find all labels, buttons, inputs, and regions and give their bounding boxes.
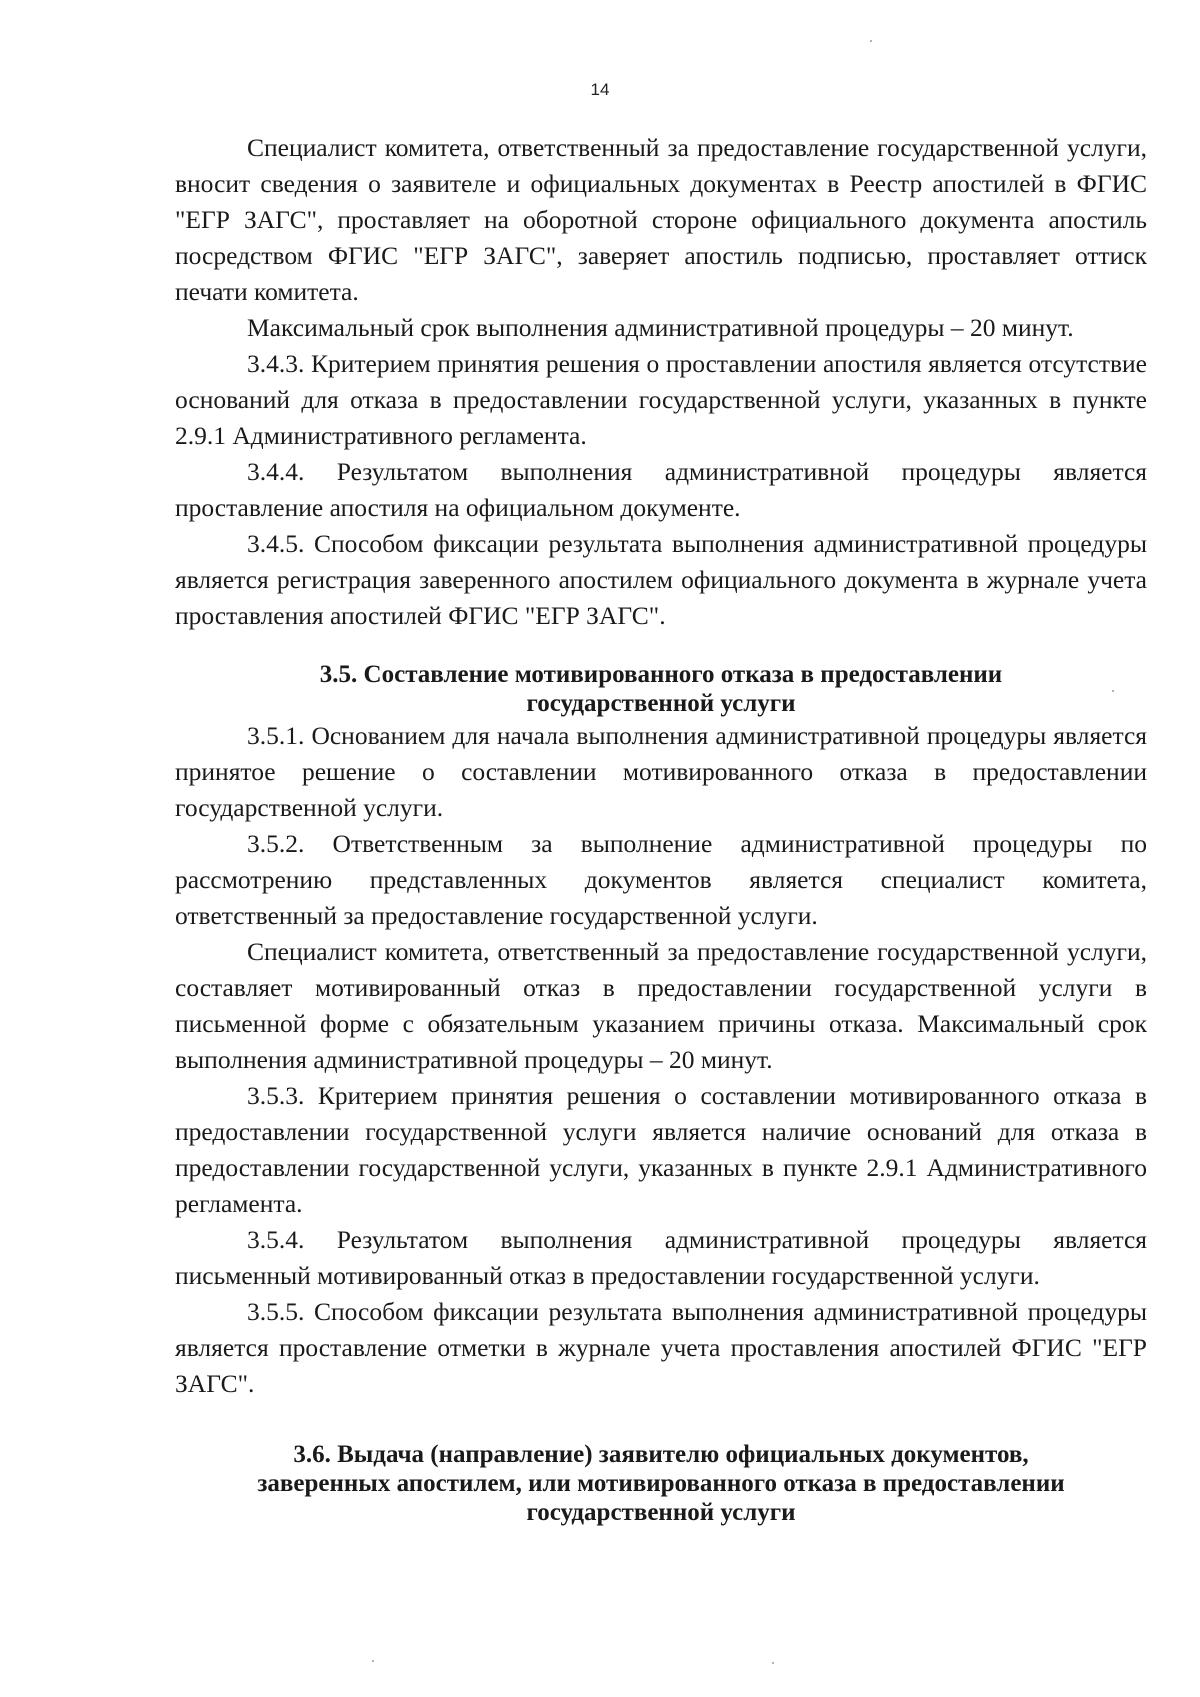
paragraph-3-5-1: 3.5.1. Основанием для начала выполнения административной процедуры является принятое решение о составлении мотивированного отказа в предоставлении государственной услуги.	[175, 721, 1147, 822]
section-heading-3-5-line-2: государственной услуги	[526, 690, 796, 717]
paragraph-3-5-3: 3.5.3. Критерием принятия решения о составлении мотивированного отказа в предоставлении государственной услуги является наличие оснований для отказа в предоставлении государственной услуги, указанных в пункте 2.9.1 Административного регламента.	[175, 1081, 1147, 1218]
paragraph-max-term-1: Максимальный срок выполнения административной процедуры – 20 минут.	[247, 313, 1074, 342]
paragraph-3-4-5: 3.4.5. Способом фиксации результата выполнения административной процедуры является регистрация заверенного апостилем официального документа в журнале учета проставления апостилей ФГИС "ЕГР ЗАГС".	[175, 529, 1147, 630]
scan-speck	[870, 40, 872, 42]
section-heading-3-5	[175, 660, 1147, 718]
page-number: 14	[590, 80, 610, 99]
section-heading-3-6-line-3: государственной услуги	[526, 1499, 796, 1526]
paragraph-3-4-3: 3.4.3. Критерием принятия решения о проставлении апостиля является отсутствие оснований для отказа в предоставлении государственной услуги, указанных в пункте 2.9.1 Административного регламента.	[175, 349, 1147, 450]
section-heading-3-6-line-1: 3.6. Выдача (направление) заявителю официальных документов,	[293, 1441, 1029, 1468]
document-body	[175, 130, 1147, 1527]
paragraph-3-5-2: 3.5.2. Ответственным за выполнение административной процедуры по рассмотрению представленных документов является специалист комитета, ответственный за предоставление государственной услуги.	[175, 829, 1147, 930]
section-heading-3-5-line-1: 3.5. Составление мотивированного отказа в предоставлении	[319, 661, 1003, 688]
paragraph-specialist-registry: Специалист комитета, ответственный за предоставление государственной услуги, вносит сведения о заявителе и официальных документах в Реестр апостилей в ФГИС "ЕГР ЗАГС", проставляет на оборотной стороне официального документа апостиль посредством ФГИС "ЕГР ЗАГС", заверяет апостиль подписью, проставляет оттиск печати комитета.	[175, 133, 1147, 306]
paragraph-3-5-5: 3.5.5. Способом фиксации результата выполнения административной процедуры является проставление отметки в журнале учета проставления апостилей ФГИС "ЕГР ЗАГС".	[175, 1297, 1147, 1398]
section-heading-3-6	[175, 1440, 1147, 1527]
scan-speck	[372, 1660, 374, 1662]
section-heading-3-6-line-2: заверенных апостилем, или мотивированного отказа в предоставлении	[257, 1470, 1065, 1497]
scan-speck	[772, 1662, 774, 1664]
paragraph-3-5-4: 3.5.4. Результатом выполнения административной процедуры является письменный мотивированный отказ в предоставлении государственной услуги.	[175, 1225, 1147, 1290]
paragraph-3-4-4: 3.4.4. Результатом выполнения административной процедуры является проставление апостиля на официальном документе.	[175, 457, 1147, 522]
paragraph-specialist-refusal: Специалист комитета, ответственный за предоставление государственной услуги, составляет мотивированный отказ в предоставлении государственной услуги в письменной форме с обязательным указанием причины отказа. Максимальный срок выполнения административной процедуры – 20 минут.	[175, 937, 1147, 1074]
scan-speck	[1112, 690, 1114, 692]
